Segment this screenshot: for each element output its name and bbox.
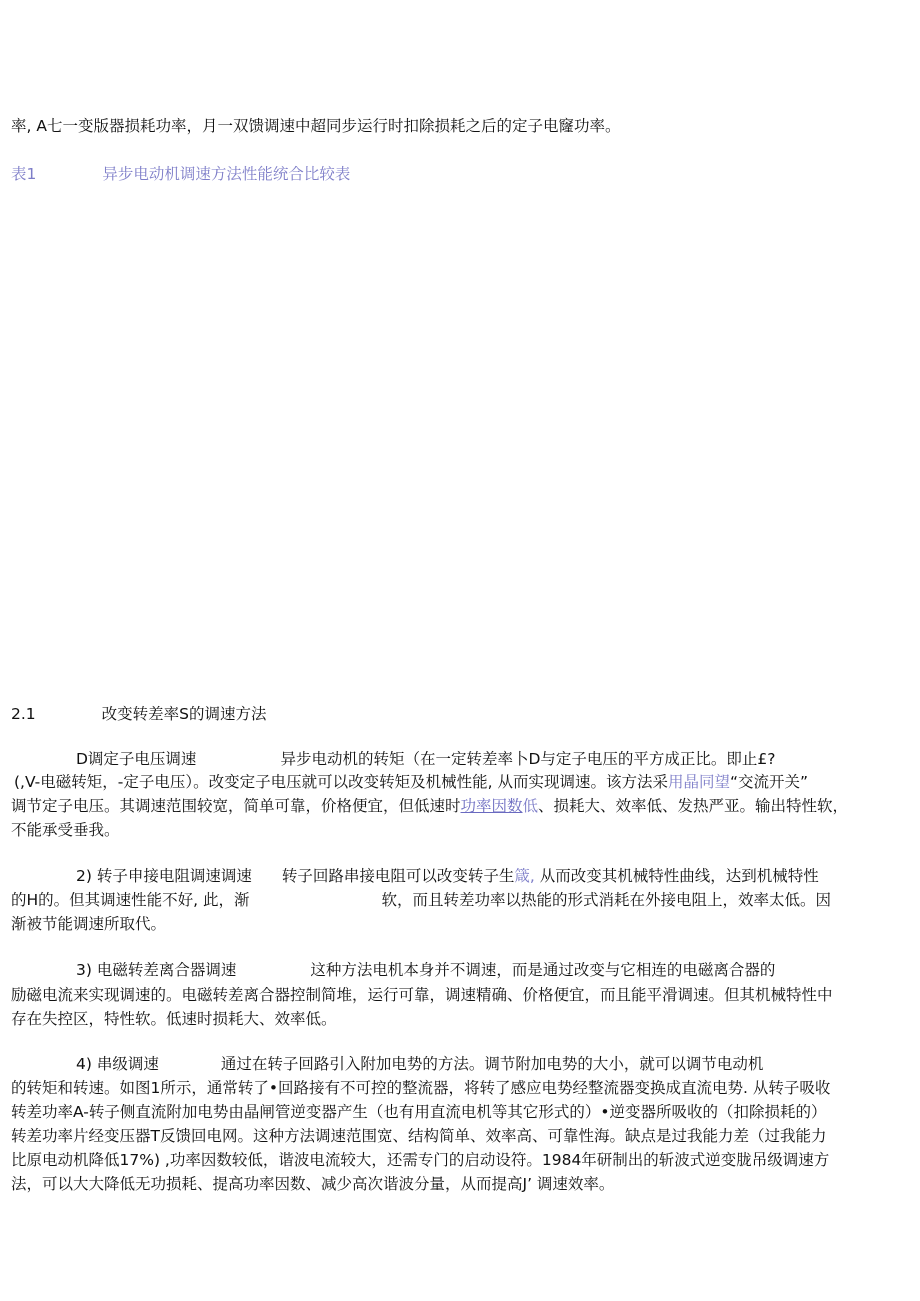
p2-text-1c: 从而改变其机械特性曲线，达到机械特性 — [534, 867, 819, 885]
section-title: 改变转差率S的调速方法 — [101, 705, 267, 723]
p3-line-1 — [76, 959, 775, 981]
p1-text-3d: 、损耗大、效率低、发热严亚。输出特性软， — [538, 797, 849, 815]
power-factor-link[interactable]: 功率因数 — [460, 797, 523, 815]
p1-heading: D调定子电压调速 — [76, 750, 197, 768]
table-label: 表1 — [11, 165, 37, 183]
p1-line-4: 不能承受垂我。 — [11, 821, 120, 839]
p1-text-1: 异步电动机的转矩（在一定转差率卜D与定子电压的平方成正比。即止£? — [280, 750, 776, 768]
p4-line-4: 转差功率片经变压器T反馈回电网。这种方法调速范围宽、结构简单、效率高、可靠性海。缺点是过我能力差（过我能力 — [11, 1127, 827, 1145]
p1-text-3a: 调节定子电压。其调速范围较宽，简单可靠，价格便宜，但低速时 — [11, 797, 461, 815]
p1-text-2a: (,V-电磁转矩，-定子电压）。改变定子电压就可以改变转矩及机械性能, 从而实现调速。该方法采 — [14, 773, 668, 791]
p2-text-1a: 转子回路串接电阻可以改变转子生 — [281, 867, 515, 885]
intro-line: 率, A七一变版器损耗功率，月一双馈调速中超同步运行时扣除损耗之后的定子电窿功率。 — [11, 117, 621, 135]
p2-highlight: 箴, — [514, 867, 535, 885]
p1-highlight-thyristor: 用晶同望 — [667, 773, 730, 791]
p1-line-1 — [76, 748, 775, 770]
p2-text-2a: 的H的。但其调速性能不好, 此，渐 — [11, 891, 250, 909]
p3-line-2: 励磁电流来实现调速的。电磁转差离合器控制简堆，运行可靠，调速精确、价格便宜，而且能平滑调速。但其机械特性中 — [11, 986, 833, 1004]
p4-text-1: 通过在转子回路引入附加电势的方法。调节附加电势的大小，就可以调节电动机 — [220, 1055, 764, 1073]
p1-text-2c: “交流开关” — [729, 773, 809, 791]
p1-line-3 — [11, 795, 848, 817]
p2-text-2b: 软，而且转差功率以热能的形式消耗在外接电阻上，效率太低。因 — [381, 891, 832, 909]
p2-line-3: 渐被节能调速所取代。 — [11, 915, 167, 933]
p2-heading: 2) 转子申接电阻调速调速 — [76, 867, 252, 885]
p4-line-5: 比原电动机降低17%) ,功率因数较低，谐波电流较大，还需专门的启动设符。1984年研制出的斩波式逆变胧吊级调速方 — [11, 1151, 830, 1169]
table-caption — [11, 163, 350, 185]
p4-line-6: 法，可以大大降低无功损耗、提高功率因数、减少高次谐波分量，从而提高J’ 调速效率。 — [11, 1175, 615, 1193]
p4-line-1 — [76, 1053, 763, 1075]
p1-text-3c: 低 — [522, 797, 539, 815]
p3-text-1: 这种方法电机本身并不调速，而是通过改变与它相连的电磁离合器的 — [310, 961, 776, 979]
p1-line-2 — [14, 771, 808, 793]
section-number: 2.1 — [11, 705, 36, 723]
p4-line-2: 的转矩和转速。如图1所示，通常转了•回路接有不可控的整流器，将转了感应电势经整流器变换成直流电势. 从转子吸收 — [11, 1079, 831, 1097]
p4-line-3: 转差功率A-转子侧直流附加电势由晶闸管逆变器产生（也有用直流电机等其它形式的）•逆变器所吸收的（扣除损耗的） — [11, 1103, 827, 1121]
section-heading — [11, 703, 267, 725]
table-title: 异步电动机调速方法性能统合比较表 — [102, 165, 351, 183]
p4-heading: 4) 串级调速 — [76, 1055, 159, 1073]
p2-line-2 — [11, 889, 831, 911]
p3-heading: 3) 电磁转差离合器调速 — [76, 961, 237, 979]
p2-line-1 — [76, 865, 819, 887]
p3-line-3: 存在失控区，特性软。低速时损耗大、效率低。 — [11, 1010, 337, 1028]
